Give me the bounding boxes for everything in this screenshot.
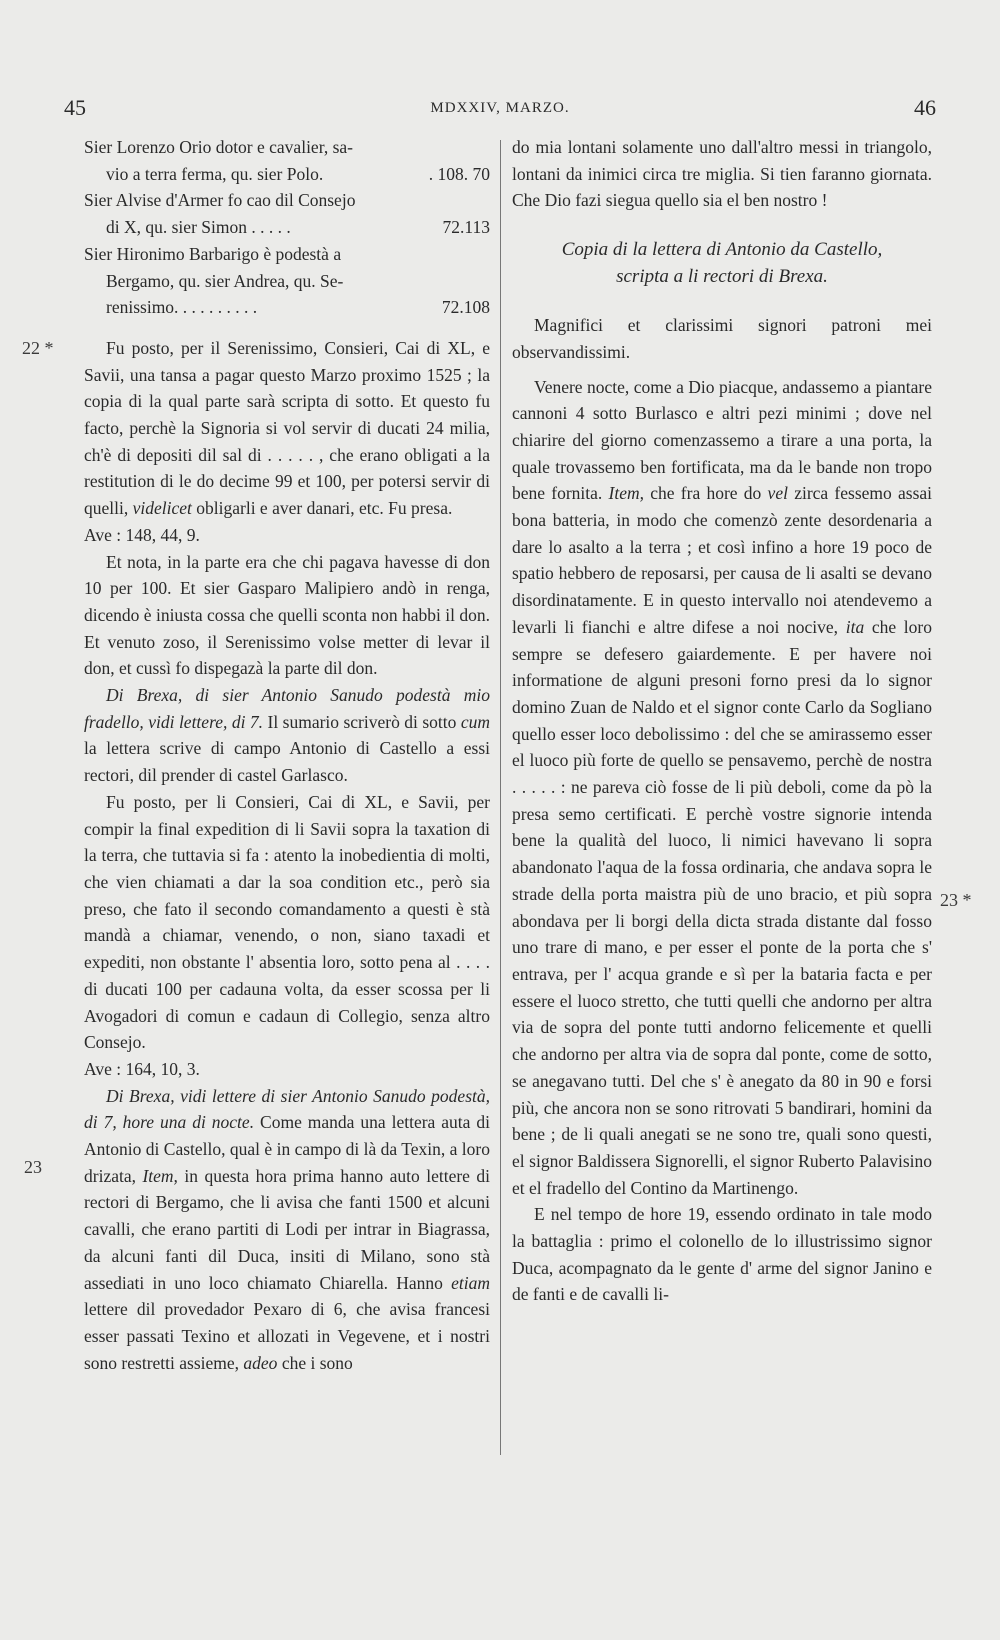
margin-number: 23 * [940,890,972,910]
column-divider [500,140,501,1455]
margin-number: 22 * [22,338,54,358]
paragraph: Fu posto, per il Serenissimo, Consieri, Cai di XL, e Savii, una tansa a pagar questo Marzo proximo 1525 ; la copia di la qual parte sarà scripta di sotto. Et questo fu facto, perchè la Signoria si vol servir di ducati 24 milia, ch'è di depositi dil sal di . . . . . , che erano obligati a la restitution di le do decime 99 et 100, per potersi servir di quelli, videlicet obligarli e aver danari, etc. Fu presa. [84,337,490,519]
vote-line: renissimo. . . . . . . . . . 72.108 [84,294,490,321]
vote-line: Sier Alvise d'Armer fo cao dil Consejo [84,190,356,211]
section-heading: Copia di la lettera di Antonio da Castello, scripta a li rectori di Brexa. [561,239,883,288]
vote-count: 72.108 [441,297,490,318]
paragraph: Venere nocte, come a Dio piacque, andassemo a piantare cannoni 4 sotto Burlasco e altri pezi minimi ; dove nel chiarire del giorno comenzassemo a tirare a una porta, la quale trovassemo ben fortificata, ma da le bande non tropo bene fornita. Item, che fra hore do vel zirca fessemo assai bona batteria, in modo che comenzò zente desordenaria a dare lo asalto a la terra ; et così infino a hore 19 poco de spatio hebbero de reposarsi, per causa de li asalti se devano disordinatamente. E in questo intervallo noi atendevemo a levarli li fianchi e altre difese a noi nocive, ita che loro sempre se defesero gaiardemente. E per havere noi informatione de alguni presoni forno presi da lo signor domino Zuan de Naldo et el signor conte Carlo da Sogliano quello esser loco debolissimo : del che se amirassemo esser el luoco più forte de quello se pensavemo, perchè de nostra . . . . . : ne pareva ciò fosse de li più deboli, come da pò la presa semo certificati. E perchè vostre signorie intenda bene la qualità del luoco, li nimici havevano li sopra abandonato l'aqua de la fossa ordinaria, che andava sopra le strade della porta maistra più de uno bracio, et più sopra abondava per li borgi della dicta strada distante dal fosso uno trare di mano, e per esser el ponte de la porta che s' entrava, per l' acqua grande e sì per la bataria facta e per essere el luoco stretto, che tutti quelli che andorno per altra via de sopra del ponte tutti andorno felicemente et quelli che andorno per altra via de sopra dal ponte, come de sotto, se anegavano tutti. Del che s' è anegato da 80 in 90 e forsi più, che ancora non se sono ritrovati 5 bandirari, homini da bene ; de li quali anegati se ne sono tre, quali sono questi, el signor Baldissera Signorelli, el signor Ruberto Palavisino et el fradello del Contino da Martinengo. [512,376,933,1198]
vote-result: Ave : 148, 44, 9. [84,524,200,545]
paragraph: Et nota, in la parte era che chi pagava havesse di don 10 per 100. Et sier Gasparo Malipiero andò in renga, dicendo è iniusta cossa che quelli sconta non habbi il don. Et venuto zoso, il Serenissimo volse metter di levar il don, et cussì fo dispegazà la parte dil don. [84,551,490,679]
vote-line: di X, qu. sier Simon . . . . . 72.113 [84,214,490,241]
right-column [512,134,932,1308]
paragraph: Di Brexa, di sier Antonio Sanudo podestà mio fradello, vidi lettere, di 7. Il sumario scriverò di sotto cum la lettera scrive di campo Antonio di Castello a essi rectori, dil prender di castel Garlasco. [84,685,491,786]
paragraph: E nel tempo de hore 19, essendo ordinato in tale modo la battaglia : primo el colonello de lo illustrissimo signor Duca, acompagnato da le gente d' arme del signor Janino e de fanti e de cavalli li- [512,1204,932,1305]
right-page-number: 46 [914,95,936,120]
left-column [84,134,490,1376]
salutation: Magnifici et clarissimi signori patroni mei observandissimi. [512,315,932,362]
paragraph: Fu posto, per li Consieri, Cai di XL, e Savii, per compir la final expedition di li Savii sopra la taxation di la terra, che tuttavia si fa : atento la inobedientia di molti, che vien chiamati a dar la soa condition etc., però sia preso, che fato il secondo comandamento a questi è stà mandà a chiamar, venendo, o non, siano taxadi et expediti, non obstante l' absentia loro, sotto pena al . . . . di ducati 100 per cadauna volta, da esser scossa per li Avogadori di comun e cadaun di Collegio, senza altro Consejo. [84,791,490,1053]
vote-result: Ave : 164, 10, 3. [84,1058,200,1079]
vote-count: 72.113 [442,217,490,238]
vote-line: Bergamo, qu. sier Andrea, qu. Se- [106,270,344,291]
paragraph: do mia lontani solamente uno dall'altro messi in triangolo, lontani da inimici circa tre miglia. Si tien faranno giornata. Che Dio fazi siegua quello sia el ben nostro ! [512,137,932,211]
left-page-number: 45 [64,95,86,120]
margin-number: 23 [24,1157,42,1177]
running-header: MDXXIV, MARZO. [430,100,570,116]
vote-line: vio a terra ferma, qu. sier Polo. . 108. 70 [84,161,490,188]
vote-line: Sier Hironimo Barbarigo è podestà a [84,243,342,264]
vote-count: . 108. 70 [428,163,490,184]
vote-line: Sier Lorenzo Orio dotor e cavalier, sa- [84,137,353,157]
paragraph: Di Brexa, vidi lettere di sier Antonio Sanudo podestà, di 7, hore una di nocte. Come manda una lettera auta di Antonio di Castello, qual è in campo di là da Texin, a loro drizata, Item, in questa hora prima hanno auto lettere di rectori di Bergamo, che li avisa che fanti 1500 et alcuni cavalli, che erano partiti di Lodi per intrar in Biagrassa, da alcuni fanti dil Duca, insiti di Milano, sono stà assediati in uno loco chiamato Chiarella. Hanno etiam lettere dil provedador Pexaro di 6, che avisa francesi esser passati Texino et allozati in Vegevene, et i nostri sono restretti assieme, adeo che i sono [84,1085,491,1373]
